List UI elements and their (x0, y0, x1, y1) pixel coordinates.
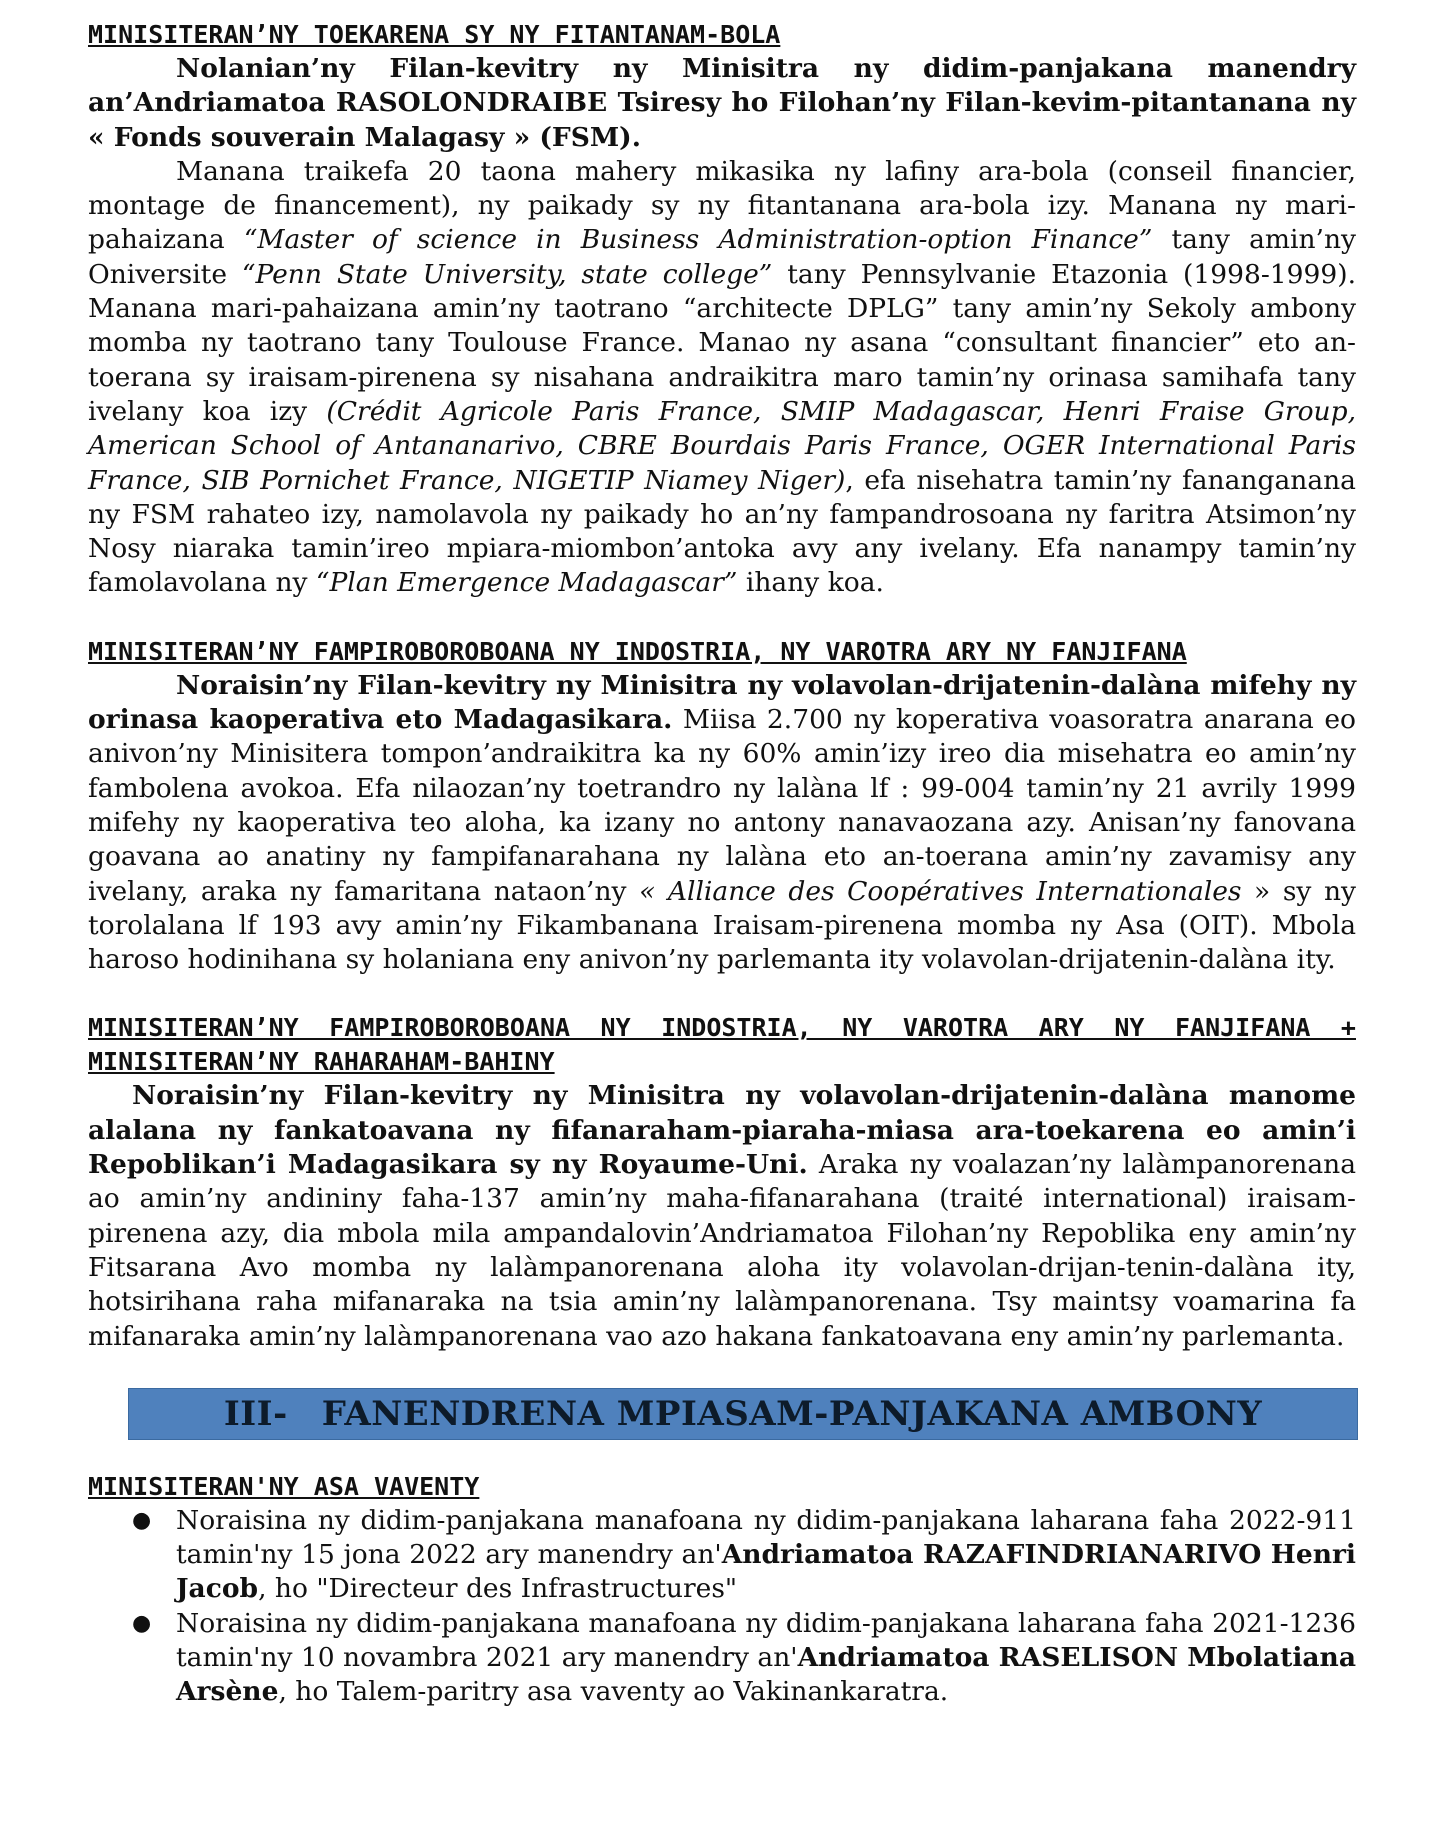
section-lead: Nolanian’ny Filan-kevitry ny Minisitra ny didim-panjakana manendry an’Andriamatoa RASOLONDRAIBE Tsiresy ho Filohan’ny Filan-kevim-pitantanana ny « Fonds souverain Malagasy » (FSM). (88, 53, 1356, 153)
section-title: MINISITERAN'NY ASA VAVENTY (88, 1471, 480, 1501)
section-economy-finance (88, 18, 1356, 601)
section-title: MINISITERAN’NY FAMPIROBOROBOANA NY INDOSTRIA, NY VAROTRA ARY NY FANJIFANA + MINISITERAN’NY RAHARAHAM-BAHINY (88, 1013, 1356, 1077)
bullet-icon: ● (132, 1610, 152, 1636)
bullet-icon: ● (132, 1507, 152, 1533)
list-item: ● Noraisina ny didim-panjakana manafoana ny didim-panjakana laharana faha 2021-1236 tamin'ny 10 novambra 2021 ary manendry an'Andriamatoa RASELISON Mbolatiana Arsène, ho Talem-paritry asa vaventy ao Vakinankaratra. (132, 1607, 1356, 1708)
document-page (88, 18, 1356, 1710)
section-body: Manana traikefa 20 taona mahery mikasika ny lafiny ara-bola (conseil financier, montage de financement), ny paikady sy ny fitantanana ara-bola izy. Manana ny mari-pahaizana “Master of science in Business Administration-option Finance” tany amin’ny Oniversite “Penn State University, state college” tany Pennsylvanie Etazonia (1998-1999). Manana mari-pahaizana amin’ny taotrano “architecte DPLG” tany amin’ny Sekoly ambony momba ny taotrano tany Toulouse France. Manao ny asana “consultant financier” eto an-toerana sy iraisam-pirenena sy nisahana andraikitra maro tamin’ny orinasa samihafa tany ivelany koa izy (Crédit Agricole Paris France, SMIP Madagascar, Henri Fraise Group, American School of Antananarivo, CBRE Bourdais Paris France, OGER International Paris France, SIB Pornichet France, NIGETIP Niamey Niger), efa nisehatra tamin’ny fananganana ny FSM rahateo izy, namolavola ny paikady ho an’ny fampandrosoana ny faritra Atsimon’ny Nosy niaraka tamin’ireo mpiara-miombon’antoka avy any ivelany. Efa nanampy tamin’ny famolavolana ny “Plan Emergence Madagascar” ihany koa. (88, 155, 1357, 599)
section-body: Noraisin’ny Filan-kevitry ny Minisitra ny volavolan-drijatenin-dalàna manome alalana ny fankatoavana ny fifanaraham-piaraha-miasa ara-toekarena eo amin’i Repoblikan’i Madagasikara sy ny Royaume-Uni. Araka ny voalazan’ny lalàmpanorenana ao amin’ny andininy faha-137 amin’ny maha-fifanarahana (traité international) iraisam-pirenena azy, dia mbola mila ampandalovin’Andriamatoa Filohan’ny Repoblika eny amin’ny Fitsarana Avo momba ny lalàmpanorenana aloha ity volavolan-drijan-tenin-dalàna ity, hotsirihana raha mifanaraka na tsia amin’ny lalàmpanorenana. Tsy maintsy voamarina fa mifanaraka amin’ny lalàmpanorenana vao azo hakana fankatoavana eny amin’ny parlemanta. (88, 1080, 1357, 1352)
section-appointments (88, 1470, 1356, 1710)
appointment-list (88, 1504, 1356, 1710)
section-body: Noraisin’ny Filan-kevitry ny Minisitra ny volavolan-drijatenin-dalàna mifehy ny orinasa kaoperativa eto Madagasikara. Miisa 2.700 ny koperativa voasoratra anarana eo anivon’ny Minisitera tompon’andraikitra ka ny 60% amin’izy ireo dia misehatra eo amin’ny fambolena avokoa. Efa nilaozan’ny toetrandro ny lalàna lf : 99-004 tamin’ny 21 avrily 1999 mifehy ny kaoperativa teo aloha, ka izany no antony nanavaozana azy. Anisan’ny fanovana goavana ao anatiny ny fampifanarahana ny lalàna eto an-toerana amin’ny zavamisy any ivelany, araka ny famaritana nataon’ny « Alliance des Coopératives Internationales » sy ny torolalana lf 193 avy amin’ny Fikambanana Iraisam-pirenena momba ny Asa (OIT). Mbola haroso hodinihana sy holaniana eny anivon’ny parlemanta ity volavolan-drijatenin-dalàna ity. (88, 669, 1356, 976)
chapter-banner (128, 1388, 1358, 1440)
appointee-name: Andriamatoa RASELISON Mbolatiana Arsène (176, 1641, 1356, 1708)
list-item: ● Noraisina ny didim-panjakana manafoana ny didim-panjakana laharana faha 2022-911 tamin'ny 15 jona 2022 ary manendry an'Andriamatoa RAZAFINDRIANARIVO Henri Jacob, ho "Directeur des Infrastructures" (132, 1504, 1356, 1605)
section-industry-foreign-affairs (88, 1011, 1356, 1353)
chapter-number: III- (223, 1393, 288, 1434)
section-lead: Noraisin’ny Filan-kevitry ny Minisitra ny volavolan-drijatenin-dalàna mifehy ny orinasa kaoperativa eto Madagasikara. (88, 669, 1356, 736)
section-lead: Noraisin’ny Filan-kevitry ny Minisitra ny volavolan-drijatenin-dalàna manome alalana ny fankatoavana ny fifanaraham-piaraha-miasa ara-toekarena eo amin’i Repoblikan’i Madagasikara sy ny Royaume-Uni. (88, 1080, 1356, 1181)
section-title: MINISITERAN’NY TOEKARENA SY NY FITANTANAM-BOLA (88, 20, 781, 49)
section-industry-cooperatives (88, 635, 1356, 978)
appointee-name: Andriamatoa RAZAFINDRIANARIVO Henri Jacob (176, 1539, 1356, 1605)
chapter-title: FANENDRENA MPIASAM-PANJAKANA AMBONY (321, 1393, 1263, 1434)
section-title: MINISITERAN’NY FAMPIROBOROBOANA NY INDOSTRIA, NY VAROTRA ARY NY FANJIFANA (88, 636, 1187, 666)
